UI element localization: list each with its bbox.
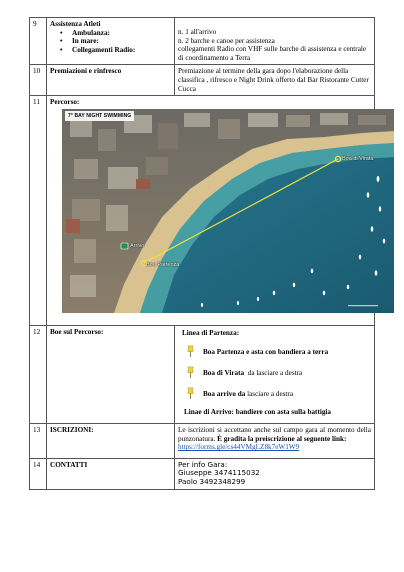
- row-boe: [30, 325, 375, 423]
- assistance-item-label: • Collegamenti Radio:: [72, 46, 171, 55]
- buoy-item: [184, 366, 371, 379]
- row-number: 9: [30, 18, 47, 65]
- buoy-note: lasciare a destra: [245, 389, 294, 398]
- map-label-partenza: Boa Partenza: [146, 261, 180, 268]
- contacts-cell: [175, 458, 375, 489]
- contact-line: Giuseppe 3474115032: [178, 468, 260, 478]
- row-percorso: [30, 96, 375, 326]
- row-contatti: [30, 458, 375, 489]
- row-title: Premiazioni e rinfresco: [47, 65, 175, 96]
- pushpin-icon: [184, 387, 197, 400]
- row-number: 10: [30, 65, 47, 96]
- row-title: Boe sul Percorso:: [47, 325, 175, 423]
- route-cell: [47, 96, 375, 326]
- row-title: Assistenza Atleti: [50, 20, 101, 28]
- contact-line: Per info Gara:: [178, 459, 228, 469]
- registration-cell: [175, 423, 375, 458]
- row-number: 11: [30, 96, 47, 326]
- row-title: CONTATTI: [47, 458, 175, 489]
- assistance-list: [50, 29, 171, 55]
- pushpin-icon: [184, 345, 197, 358]
- buoy-item: [184, 345, 371, 358]
- contact-line: Paolo 3492348299: [178, 476, 246, 486]
- buoy-name: Boa arrivo da: [203, 389, 246, 398]
- start-line-heading: Linea di Partenza:: [182, 328, 240, 337]
- map-label-virata: Boa di Virata: [342, 155, 374, 162]
- map-title-badge: 7° BAY NIGHT SWIMMING: [65, 111, 134, 122]
- buoy-name: Boa Partenza e asta con bandiera a terra: [203, 347, 329, 356]
- satellite-map-image: [62, 109, 394, 313]
- assistance-value: collegamenti Radio con VHF sulle barche di assistenza e centrale di coordinamento a Terra: [178, 45, 367, 62]
- buoy-item: [184, 387, 371, 400]
- row-value-cell: Premiazione al termine della gara dopo l'elaborazione della classifica , rifresco e Night Drink offerto dal Bar Ristorante Cutter Cucca: [175, 65, 375, 96]
- row-number: 13: [30, 423, 47, 458]
- assistance-item-label: • Ambulanza:: [72, 29, 171, 38]
- row-premiazioni: [30, 65, 375, 96]
- arrivo-marker: [121, 243, 128, 249]
- registration-bold-text: È gradita la preiscrizione al seguente link:: [217, 434, 347, 443]
- route-map: [62, 109, 394, 313]
- buoy-name: Boa di Virata: [203, 368, 245, 377]
- assistance-value: n. 1 all'arrivo: [178, 28, 217, 36]
- finish-line-note: Linae di Arrivo: bandiere con asta sulla battigia: [184, 408, 332, 417]
- assistance-value: n. 2 barche e canoe per assistenza: [178, 36, 275, 45]
- race-info-table: [29, 17, 375, 490]
- assistance-item-label: • In mare:: [72, 37, 171, 46]
- map-label-arrivo: Arrivo: [130, 242, 145, 249]
- buoy-note: da lasciare a destra: [244, 368, 303, 377]
- row-title: ISCRIZIONI:: [47, 423, 175, 458]
- row-title: Percorso:: [50, 98, 80, 107]
- row-assistenza: [30, 18, 375, 65]
- row-number: 12: [30, 325, 47, 423]
- row-label-cell: [47, 18, 175, 65]
- row-number: 14: [30, 458, 47, 489]
- registration-text: Le iscrizioni si accettano anche sul campo gara al momento della punzonatura.: [178, 425, 371, 443]
- row-value-cell: [175, 18, 375, 65]
- pushpin-icon: [184, 366, 197, 379]
- buoys-cell: [175, 325, 375, 423]
- row-iscrizioni: [30, 423, 375, 458]
- registration-link[interactable]: https://forms.gle/cs44VMgLZ8k7eW1W9: [178, 443, 300, 452]
